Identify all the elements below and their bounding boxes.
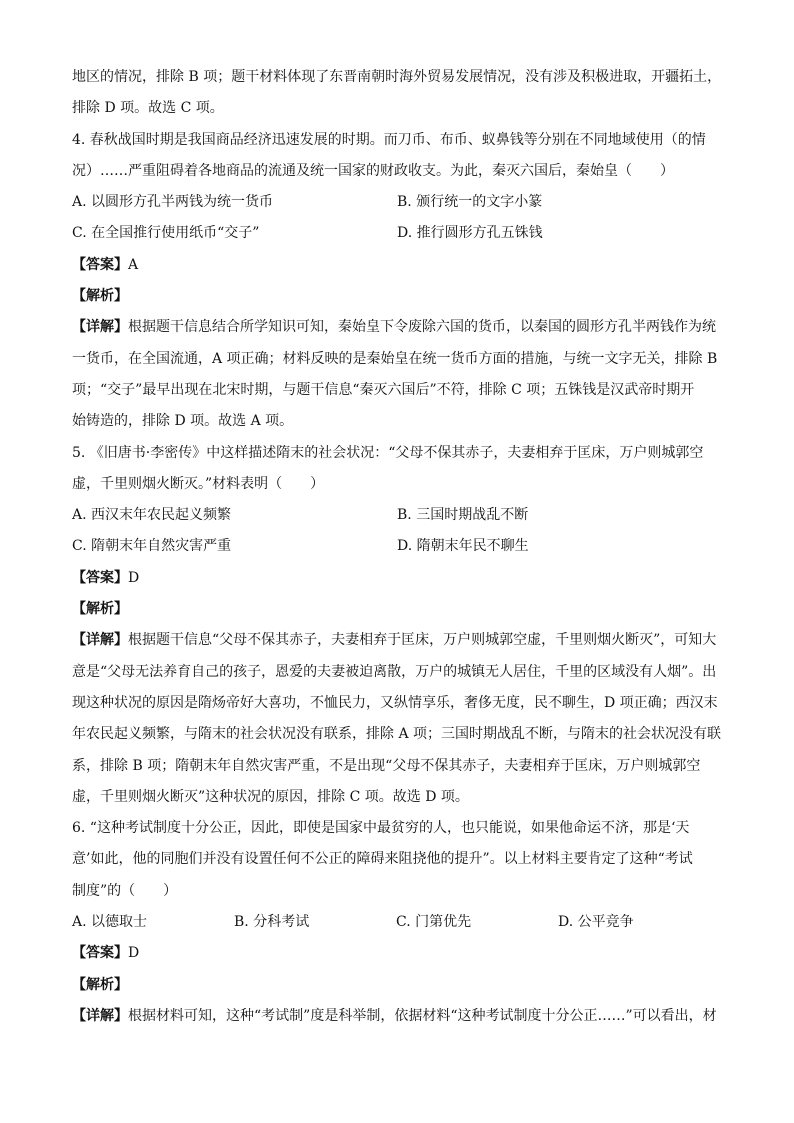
option-d: D. 隋朝末年民不聊生 [397,538,529,555]
option-d: D. 公平竞争 [558,914,634,931]
detail-line: 系，排除 B 项；隋朝末年自然灾害严重，不是出现“父母不保其赤子，夫妻相弃于匡床，万户则城郭空 [72,757,701,774]
answer-line [72,250,724,281]
question-stem-line: 虚，千里则烟火断灭。”材料表明（ ） [72,475,325,492]
option-c: C. 隋朝末年自然灾害严重 [72,538,232,555]
answer-line [72,938,724,969]
options-row [72,218,724,249]
detail-line [72,312,724,343]
option-b: B. 分科考试 [234,914,310,931]
detail-line: 一货币，在全国流通，A 项正确；材料反映的是秦始皇在统一货币方面的措施，与统一文字无关，排除 B [72,350,718,367]
options-row [72,500,724,531]
answer-line [72,563,724,594]
question-6 [72,813,724,1032]
detail-line: 虚，千里则烟火断灭”这种状况的原因，排除 C 项。故选 D 项。 [72,788,469,805]
question-stem-line: 意’如此，他的同胞们并没有设置任何不公正的障碍来阻挠他的提升”。以上材料主要肯定了这种“考试 [72,851,693,868]
question-stem-line: 6. “这种考试制度十分公正，因此，即使是国家中最贫穷的人，也只能说，如果他命运不济，那是‘天 [72,820,690,837]
answer-value: D [128,945,140,962]
document-page [72,62,724,1032]
detail-text: 根据材料可知，这种“考试制”度是科举制，依据材料“这种考试制度十分公正……”可以看出，材 [128,1007,717,1024]
question-stem-line: 4. 春秋战国时期是我国商品经济迅速发展的时期。而刀币、布币、蚁鼻钱等分别在不同地域使用（的情 [72,131,706,148]
option-c: C. 在全国推行使用纸币“交子” [72,225,260,242]
question-4 [72,125,724,438]
detail-line: 始铸造的，排除 D 项。故选 A 项。 [72,413,294,430]
answer-label: 【答案】 [72,945,128,962]
analysis-label: 【解析】 [72,976,128,993]
options-row [72,531,724,562]
analysis-label: 【解析】 [72,288,128,305]
option-b: B. 三国时期战乱不断 [397,507,529,524]
detail-line: 现这种状况的原因是隋炀帝好大喜功，不恤民力，又纵情享乐，奢侈无度，民不聊生，D 项正确；西汉末 [72,694,718,711]
option-b: B. 颁行统一的文字小篆 [397,194,543,211]
detail-text: 根据题干信息结合所学知识可知，秦始皇下令废除六国的货币，以秦国的圆形方孔半两钱作为统 [128,319,716,336]
option-a: A. 以圆形方孔半两钱为统一货币 [72,194,274,211]
answer-label: 【答案】 [72,569,128,586]
options-row [72,907,724,938]
detail-line [72,625,724,656]
text-line: 地区的情况，排除 B 项；题干材料体现了东晋南朝时海外贸易发展情况，没有涉及积极进取，开疆拓土， [72,69,722,85]
detail-label: 【详解】 [72,1007,128,1024]
analysis-label: 【解析】 [72,601,128,618]
question-stem-line: 5. 《旧唐书·李密传》中这样描述隋末的社会状况：“父母不保其赤子，夫妻相弃于匡床，万户则城郭空 [72,444,704,461]
text-line: 排除 D 项。故选 C 项。 [72,100,224,117]
detail-line [72,1001,724,1032]
detail-label: 【详解】 [72,632,128,649]
option-c: C. 门第优先 [396,914,472,931]
answer-label: 【答案】 [72,256,128,273]
detail-line: 意是“父母无法养育自己的孩子，恩爱的夫妻被迫离散，万户的城镇无人居住，千里的区域没有人烟”。出 [72,663,717,680]
detail-label: 【详解】 [72,319,128,336]
answer-value: A [128,256,139,273]
answer-value: D [128,569,140,586]
detail-line: 项；“交子”最早出现在北宋时期，与题干信息“秦灭六国后”不符，排除 C 项；五铢钱是汉武帝时期开 [72,381,695,398]
options-row [72,187,724,218]
intro-paragraph [72,62,724,125]
option-d: D. 推行圆形方孔五铢钱 [397,225,543,242]
detail-text: 根据题干信息“父母不保其赤子，夫妻相弃于匡床，万户则城郭空虚，千里则烟火断灭”，可知大 [128,632,717,649]
option-a: A. 西汉末年农民起义频繁 [72,507,232,524]
question-stem-line: 制度”的（ ） [72,882,178,899]
question-stem-line: 况）……严重阻碍着各地商品的流通及统一国家的财政收支。为此，秦灭六国后，秦始皇（ ） [72,162,674,179]
question-5 [72,438,724,814]
option-a: A. 以德取士 [72,914,148,931]
detail-line: 年农民起义频繁，与隋末的社会状况没有联系，排除 A 项；三国时期战乱不断，与隋末的社会状况没有联 [72,726,722,743]
